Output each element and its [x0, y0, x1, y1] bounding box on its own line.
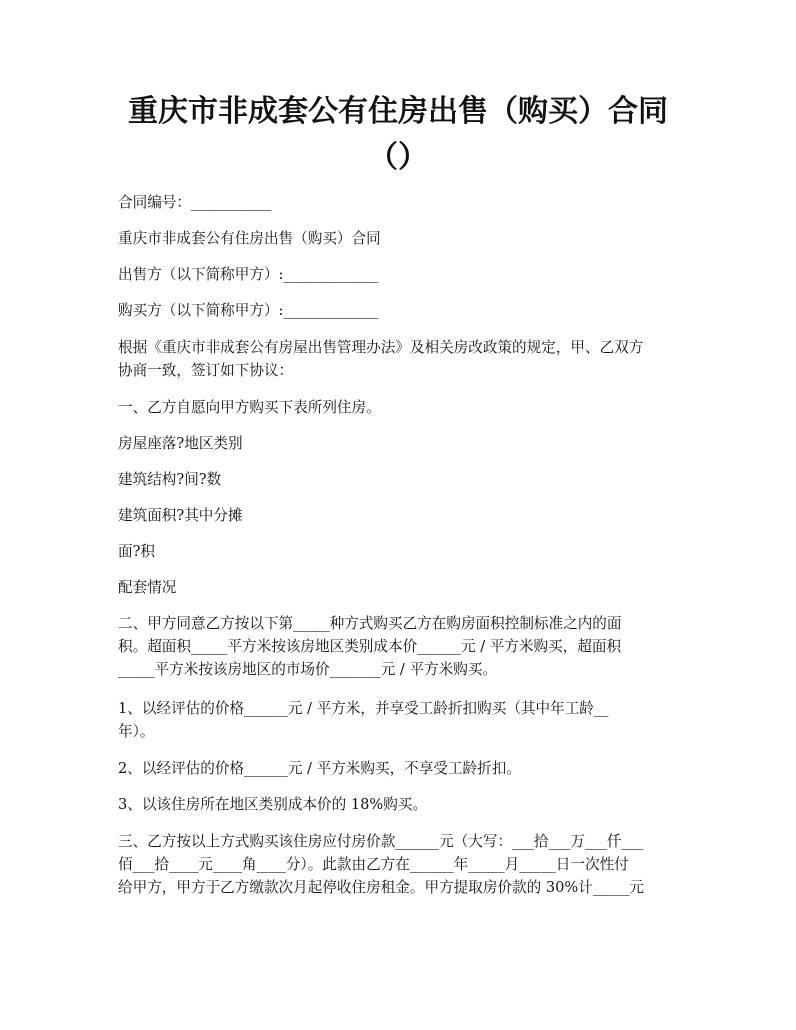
payment-option-1-line-2: 年）。: [118, 723, 155, 740]
clause-3-line-1: 三、乙方按以上方式购买该住房应付房价款______元（大写：___拾___万___仟___: [118, 833, 644, 850]
buyer-line: 购买方（以下简称甲方）:_____________: [118, 302, 379, 319]
payment-option-2-line: 2、以经评估的价格______元 / 平方米购买，不享受工龄折扣。: [118, 760, 521, 777]
contract-name-line: 重庆市非成套公有住房出售（购买）合同: [118, 230, 381, 247]
contract-number-line: 合同编号：___________: [118, 194, 272, 211]
payment-option-3-line: 3、以该住房所在地区类别成本价的 18%购买。: [118, 796, 428, 813]
clause-2-line-1: 二、甲方同意乙方按以下第_____种方式购买乙方在购房面积控制标准之内的面: [118, 615, 622, 632]
clause-2-line-2: 积。超面积_____平方米按该房地区类别成本价______元 / 平方米购买，超面积: [118, 638, 622, 655]
property-area-line-2: 面?积: [118, 543, 156, 560]
clause-3-line-3: 给甲方，甲方于乙方缴款次月起停收住房租金。甲方提取房价款的 30%计_____元: [118, 879, 644, 896]
property-area-line: 建筑面积?其中分摊: [118, 507, 243, 524]
basis-paragraph-line-2: 协商一致，签订如下协议：: [118, 362, 294, 379]
facilities-line: 配套情况: [118, 579, 177, 596]
payment-option-1-line-1: 1、以经评估的价格______元 / 平方米，并享受工龄折扣购买（其中年工龄__: [118, 700, 609, 717]
document-title: 重庆市非成套公有住房出售（购买）合同: [128, 94, 668, 129]
document-subtitle: （）: [368, 140, 428, 175]
property-location-line: 房屋座落?地区类别: [118, 435, 243, 452]
clause-3-line-2: 佰___拾____元____角____分）。此款由乙方在______年_____月_____日一次性付: [118, 856, 629, 873]
seller-line: 出售方（以下简称甲方）:_____________: [118, 266, 379, 283]
basis-paragraph-line-1: 根据《重庆市非成套公有房屋出售管理办法》及相关房改政策的规定，甲、乙双方: [118, 339, 644, 356]
clause-2-line-3: _____平方米按该房地区的市场价_______元 / 平方米购买。: [118, 661, 498, 678]
property-structure-line: 建筑结构?间?数: [118, 471, 222, 488]
clause-1-line: 一、乙方自愿向甲方购买下表所列住房。: [118, 399, 381, 416]
